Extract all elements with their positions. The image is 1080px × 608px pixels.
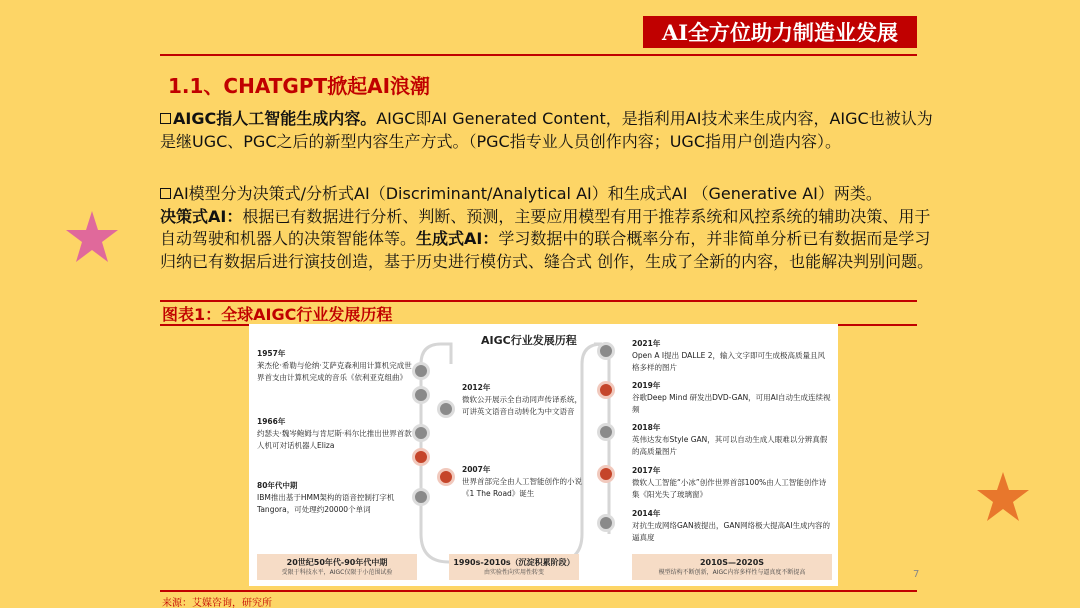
timeline-dot-highlight (437, 468, 455, 486)
event-2017 (632, 465, 832, 501)
event-text: Open A I提出 DALLE 2，输入文字即可生成极高质量且风格多样的图片 (632, 351, 826, 372)
event-text: 微软公开展示全自动同声传译系统，可讲英文语音自动转化为中文语音 (462, 395, 582, 416)
figure-caption: 图表1：全球AIGC行业发展历程 (162, 305, 393, 324)
era-subtitle: 受限于科技水平，AIGC仅限于小范围试验 (281, 569, 393, 576)
timeline-dot-highlight (597, 465, 615, 483)
title-divider (160, 54, 917, 56)
paragraph-ai-models (160, 183, 940, 273)
timeline-dot (597, 514, 615, 532)
timeline-dot-highlight (597, 381, 615, 399)
era-title: 2010S—2020S (699, 558, 765, 567)
ai-models-intro: AI模型分为决策式/分析式AI（Discriminant/Analytical AI）和生成式AI （Generative AI）两类。 (173, 184, 882, 203)
event-text: 莱杰伦·希勒与伦纳·艾萨克森利用计算机完成世界首支由计算机完成的音乐《依利亚克组曲》 (257, 361, 412, 382)
event-text: IBM推出基于HMM架构的语音控制打字机Tangora，可处理约20000个单词 (257, 493, 395, 514)
orange-star-icon (975, 472, 1031, 522)
event-text: 约瑟夫·魏岑鲍姆与肯尼斯·科尔比推出世界首款人机可对话机器人Eliza (257, 429, 412, 450)
pink-star-icon (64, 211, 120, 263)
event-text: 对抗生成网络GAN被提出，GAN网络极大提高AI生成内容的逼真度 (632, 521, 830, 542)
event-year: 2018年 (632, 423, 661, 432)
event-2021 (632, 338, 832, 374)
event-year: 2021年 (632, 339, 661, 348)
timeline-dot (412, 488, 430, 506)
timeline-dot (437, 400, 455, 418)
event-year: 2014年 (632, 509, 661, 518)
event-1966 (257, 416, 417, 452)
era-subtitle: 由实验性向实用性转变 (483, 569, 544, 576)
discriminative-ai-term: 决策式AI： (160, 206, 243, 226)
event-2018 (632, 422, 832, 458)
event-2007 (462, 464, 582, 500)
square-bullet-icon (160, 113, 171, 124)
era-subtitle: 模型结构不断创新，AIGC内容多样性与逼真度不断提高 (658, 569, 806, 576)
event-year: 2012年 (462, 383, 491, 392)
section-heading: 1.1、CHATGPT掀起AI浪潮 (168, 74, 431, 98)
footer-divider (160, 590, 917, 592)
era-title: 1990s-2010s（沉淀积累阶段） (453, 558, 575, 567)
square-bullet-icon (160, 188, 171, 199)
era-band-3 (632, 554, 832, 580)
timeline-dot-highlight (412, 448, 430, 466)
event-text: 谷歌Deep Mind 研发出DVD-GAN，可用AI自动生成连续视频 (632, 393, 831, 414)
event-year: 2007年 (462, 465, 491, 474)
generative-ai-text: 学习数据中的联合概率分布，并非简单分析已有数据而是学习归纳已有数据后进行演技创造，基于历史进行模仿式、缝合式 创作，生成了全新的内容，也能解决判别问题。 (160, 229, 934, 271)
event-year: 2019年 (632, 381, 661, 390)
event-year: 1957年 (257, 349, 286, 358)
event-text: 英伟达发布Style GAN，其可以自动生成人眼难以分辨真假的高质量图片 (632, 435, 828, 456)
timeline-dot (597, 342, 615, 360)
event-year: 2017年 (632, 466, 661, 475)
aigc-timeline-figure (249, 324, 838, 586)
paragraph-aigc (160, 108, 940, 153)
event-80s (257, 480, 417, 516)
event-2014 (632, 508, 832, 544)
timeline-dot (597, 423, 615, 441)
event-2019 (632, 380, 832, 416)
timeline-dot (412, 362, 430, 380)
source-note: 来源：艾媒咨询，研究所 (162, 598, 272, 608)
event-text: 微软人工智能“小冰”创作世界首部100%由人工智能创作诗集《阳光失了玻璃窗》 (632, 478, 827, 499)
aigc-term: AIGC指人工智能生成内容。 (173, 109, 377, 128)
era-band-2 (449, 554, 579, 580)
event-2012 (462, 382, 582, 418)
page-number: 7 (913, 569, 920, 580)
era-title: 20世纪50年代-90年代中期 (286, 558, 388, 567)
timeline-dot (412, 386, 430, 404)
discriminative-ai-text: 根据已有数据进行分析、判断、预测，主要应用模型有用于推荐系统和风控系统的辅助决策、用于自动驾驶和机器人的决策智能体等。 (160, 206, 931, 248)
slide-title: AI全方位助力制造业发展 (643, 16, 917, 48)
timeline-dot (412, 424, 430, 442)
event-text: 世界首部完全由人工智能创作的小说《1 The Road》诞生 (462, 477, 582, 498)
event-year: 80年代中期 (257, 481, 298, 490)
aigc-definition: AIGC即AI Generated Content，是指利用AI技术来生成内容，AIGC也被认为是继UGC、PGC之后的新型内容生产方式。（PGC指专业人员创作内容；UGC指用户创造内容）。 (160, 109, 933, 151)
event-1957 (257, 348, 417, 384)
era-band-1 (257, 554, 417, 580)
figure-title: AIGC行业发展历程 (481, 334, 577, 347)
event-year: 1966年 (257, 417, 286, 426)
generative-ai-term: 生成式AI： (416, 229, 499, 248)
